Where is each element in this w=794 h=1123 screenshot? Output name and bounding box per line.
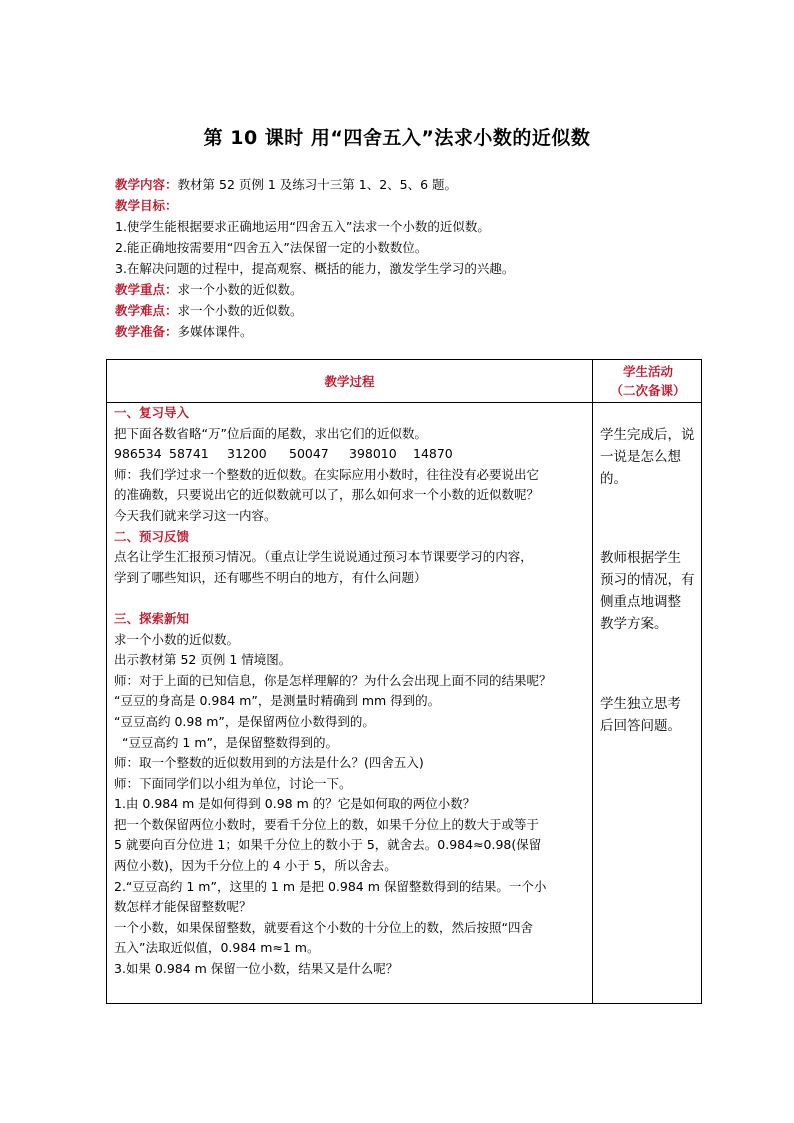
side-note-line: 教师根据学生 (600, 550, 681, 566)
meta-content-key: 教学内容： (115, 177, 178, 192)
number-item: 398010 (349, 446, 397, 462)
header-side-line: 学生活动 (622, 364, 673, 379)
process-line: 点名让学生汇报预习情况。（重点让学生说说通过预习本节课要学习的内容， (114, 549, 533, 565)
process-line: 1.由 0.984 m 是如何得到 0.98 m 的？它是如何取的两位小数？ (114, 796, 476, 812)
number-item: 31200 (227, 446, 267, 462)
process-line: 的准确数，只要说出它的近似数就可以了，那么如何求一个小数的近似数呢？ (114, 487, 540, 503)
side-note-line: 后回答问题。 (600, 718, 681, 734)
meta-goals-key: 教学目标： (115, 198, 178, 213)
process-line: 师：对于上面的已知信息，你是怎样理解的？为什么会出现上面不同的结果呢？ (114, 672, 552, 688)
process-line: 数怎样才能保留整数呢？ (114, 899, 252, 915)
meta-preparation-row (115, 321, 715, 342)
meta-difficulty-value: 求一个小数的近似数。 (177, 303, 303, 318)
side-note-line: 教学方案。 (600, 616, 668, 632)
lesson-meta (115, 174, 715, 342)
section-heading: 二、预习反馈 (114, 528, 190, 544)
side-note-line: 侧重点地调整 (600, 594, 681, 610)
table-header-student-activity (593, 360, 703, 402)
meta-preparation-value: 多媒体课件。 (177, 324, 253, 339)
meta-goal-item: 1.使学生能根据要求正确地运用“四舍五入”法求一个小数的近似数。 (115, 219, 490, 234)
meta-content-value: 教材第 52 页例 1 及练习十三第 1、2、5、6 题。 (177, 177, 458, 192)
process-line: 今天我们就来学习这一内容。 (114, 507, 277, 523)
meta-key-point-value: 求一个小数的近似数。 (177, 282, 303, 297)
meta-goal-item: 3.在解决问题的过程中，提高观察、概括的能力，激发学生学习的兴趣。 (115, 261, 515, 276)
process-line: 师：我们学过求一个整数的近似数。在实际应用小数时，往往没有必要说出它 (114, 466, 540, 482)
side-note (600, 424, 700, 490)
process-line: “豆豆高约 1 m”，是保留整数得到的。 (114, 734, 338, 750)
header-side-line: （二次备课） (610, 383, 686, 398)
process-line: 出示教材第 52 页例 1 情境图。 (114, 652, 292, 668)
process-line: 求一个小数的近似数。 (114, 631, 240, 647)
table-header-process: 教学过程 (324, 374, 375, 389)
side-note-line: 的。 (600, 471, 627, 487)
process-line: 3.如果 0.984 m 保留一位小数，结果又是什么呢？ (114, 961, 399, 977)
process-line: 师：取一个整数的近似数用到的方法是什么？(四舍五入) (114, 755, 424, 771)
table-column-divider (592, 360, 593, 1003)
process-line: 2.“豆豆高约 1 m”，这里的 1 m 是把 0.984 m 保留整数得到的结果。一个小 (114, 878, 547, 894)
page-title: 第 10 课时 用“四舍五入”法求小数的近似数 (203, 127, 591, 149)
meta-goal-item: 2.能正确地按需要用“四舍五入”法保留一定的小数数位。 (115, 240, 428, 255)
side-note-line: 一说是怎么想 (600, 449, 681, 465)
blank-line (114, 588, 590, 609)
number-list (114, 444, 590, 465)
process-line: “豆豆的身高是 0.984 m”，是测量时精确到 mm 得到的。 (114, 693, 441, 709)
meta-key-point-row (115, 279, 715, 300)
side-note-line: 学生独立思考 (600, 696, 681, 712)
number-item: 14870 (413, 446, 453, 462)
meta-goals-row (115, 195, 715, 216)
teaching-process-table (106, 359, 702, 1004)
process-line: 把下面各数省略“万”位后面的尾数，求出它们的近似数。 (114, 425, 427, 441)
meta-preparation-key: 教学准备： (115, 324, 178, 339)
process-line: 学到了哪些知识，还有哪些不明白的地方，有什么问题） (114, 569, 427, 585)
side-note (600, 693, 700, 737)
process-line: 两位小数)，因为千分位上的 4 小于 5，所以舍去。 (114, 858, 397, 874)
number-item: 986534 (114, 446, 162, 462)
side-note (600, 547, 700, 635)
process-line: 师：下面同学们以小组为单位，讨论一下。 (114, 775, 352, 791)
number-item: 58741 (169, 446, 209, 462)
side-note-line: 学生完成后，说 (600, 427, 695, 443)
number-item: 50047 (289, 446, 329, 462)
process-line: “豆豆高约 0.98 m”，是保留两位小数得到的。 (114, 713, 375, 729)
process-line: 五入”法取近似值，0.984 m≈1 m。 (114, 940, 320, 956)
process-line: 把一个数保留两位小数时，要看千分位上的数，如果千分位上的数大于或等于 (114, 816, 540, 832)
process-line: 5 就要向百分位进 1；如果千分位上的数小于 5，就舍去。0.984≈0.98(保留 (114, 837, 542, 853)
section-heading: 三、探索新知 (114, 610, 190, 626)
meta-key-point-key: 教学重点： (115, 282, 178, 297)
process-content (114, 403, 590, 980)
process-line: 一个小数，如果保留整数，就要看这个小数的十分位上的数，然后按照“四舍 (114, 919, 533, 935)
meta-difficulty-row (115, 300, 715, 321)
side-note-line: 预习的情况，有 (600, 572, 695, 588)
meta-content-row (115, 174, 715, 195)
section-heading: 一、复习导入 (114, 405, 190, 420)
meta-difficulty-key: 教学难点： (115, 303, 178, 318)
